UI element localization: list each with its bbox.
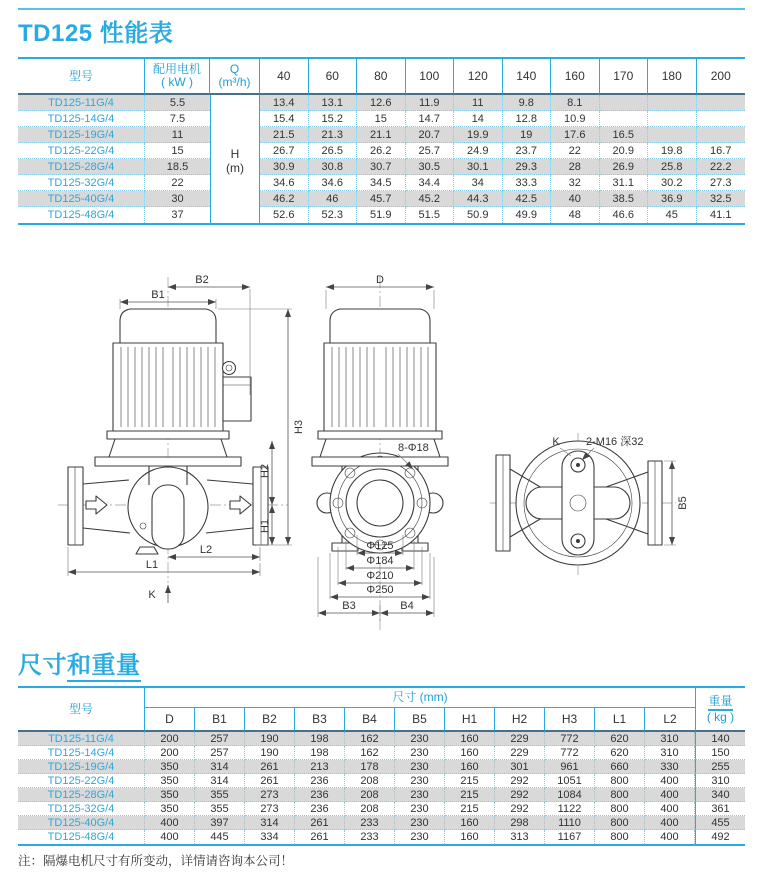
dim-cell: 200 [145,732,195,746]
dim-cell: 1122 [545,802,595,816]
dim-cell: 298 [495,816,545,830]
head-value-cell: 30.7 [357,159,406,175]
head-column-spacer [210,95,260,111]
dimension-header-cell: H3 [545,708,595,732]
dim-cell: 660 [595,760,645,774]
head-value-cell: 46 [309,191,358,207]
dim-cell: 1084 [545,788,595,802]
footnote: 注：隔爆电机尺寸有所变动，详情请咨询本公司！ [18,854,294,868]
model-cell: TD125-22G/4 [18,143,145,159]
head-value-cell: 31.1 [600,175,649,191]
dim-cell: 800 [595,788,645,802]
model-cell: TD125-32G/4 [18,175,145,191]
motor-kw-cell: 30 [145,191,210,207]
head-value-cell: 32 [551,175,600,191]
top-rule [18,8,745,10]
dim-cell: 800 [595,816,645,830]
dim-label-h1: H1 [259,518,271,534]
flow-header-cell: 160 [551,59,600,95]
head-value-cell: 30.5 [406,159,455,175]
dim-cell: 261 [295,830,345,844]
dimensions-table-title: 尺寸和重量 [18,645,141,680]
dimension-header-cell: B2 [245,708,295,732]
weight-cell: 455 [695,816,745,830]
dim-cell: 162 [345,746,395,760]
dim-cell: 292 [495,774,545,788]
dim-cell: 229 [495,732,545,746]
dim-cell: 160 [445,732,495,746]
head-value-cell: 36.9 [648,191,697,207]
flow-header-cell: 180 [648,59,697,95]
dim-label-b5: B5 [677,496,689,510]
dim-cell: 800 [595,830,645,844]
head-value-cell: 23.7 [503,143,552,159]
head-column-spacer [210,143,260,159]
head-value-cell [600,95,649,111]
model-cell: TD125-32G/4 [18,802,145,816]
head-value-cell: 29.3 [503,159,552,175]
head-value-cell [648,111,697,127]
head-value-cell: 41.1 [710,209,732,221]
dim-cell: 310 [645,732,695,746]
dim-cell: 314 [195,760,245,774]
motor-kw-cell: 7.5 [145,111,210,127]
dimension-header-cell: D [145,708,195,732]
dim-label-k-top: K [552,436,560,448]
head-value-cell: 19.9 [454,127,503,143]
weight-cell: 150 [695,746,745,760]
head-value-cell: 52.6 [260,207,309,223]
head-value-cell: 26.9 [600,159,649,175]
head-value-cell: 52.3 [309,207,358,223]
dim-label-l2: L2 [199,544,213,556]
top-view-drawing [490,433,689,575]
flow-header-cell: 120 [454,59,503,95]
dim-cell: 292 [495,802,545,816]
head-value-cell: 11 [454,95,503,111]
dim-cell: 215 [445,802,495,816]
head-column-spacer [210,191,260,207]
head-value-cell: 25.8 [648,159,697,175]
head-value-cell: 8.1 [551,95,600,111]
col-header-motor: 配用电机 ( kW ) [145,59,210,95]
head-column-spacer [210,111,260,127]
dim-cell: 230 [395,746,445,760]
dim-cell: 215 [445,788,495,802]
dim-cell: 350 [145,788,195,802]
col-header-weight: 重量 ( kg ) [695,688,745,732]
dim-cell: 230 [395,816,445,830]
head-unit-label: H (m) [226,147,244,175]
dim-label-d125: Φ125 [366,540,394,552]
dim-cell: 208 [345,774,395,788]
head-value-cell: 21.3 [309,127,358,143]
motor-kw-cell: 11 [145,127,210,143]
head-value-cell: 50.9 [454,207,503,223]
head-value-cell [648,127,697,143]
head-value-cell: 14.7 [406,111,455,127]
head-value-cell [697,127,746,143]
dim-cell: 236 [295,774,345,788]
dim-cell: 230 [395,760,445,774]
dim-cell: 314 [195,774,245,788]
head-value-cell: 24.9 [454,143,503,159]
head-value-cell: 17.6 [551,127,600,143]
head-value-cell: 34.6 [309,175,358,191]
dim-cell: 772 [545,746,595,760]
dim-cell: 230 [395,732,445,746]
head-value-cell: 26.5 [309,143,358,159]
flow-header-cell: 60 [309,59,358,95]
dim-cell: 236 [295,788,345,802]
head-value-cell: 19.8 [648,143,697,159]
model-cell: TD125-19G/4 [18,760,145,774]
head-value-cell: 22.2 [697,159,746,175]
dim-cell: 397 [195,816,245,830]
head-value-cell: 16.7 [697,143,746,159]
head-value-cell: 26.7 [260,143,309,159]
col-header-model: 型号 [18,59,145,95]
dim-cell: 1167 [545,830,595,844]
dim-label-h2: H2 [259,463,271,479]
motor-kw-cell: 5.5 [145,95,210,111]
dim-label-h3: H3 [293,419,305,435]
model-cell: TD125-22G/4 [18,774,145,788]
dim-cell: 208 [345,802,395,816]
dimension-header-cell: B4 [345,708,395,732]
performance-table-title: TD125 性能表 [18,20,174,47]
dim-cell: 800 [595,802,645,816]
head-value-cell: 51.9 [357,207,406,223]
dim-cell: 355 [195,788,245,802]
motor-kw-cell: 15 [145,143,210,159]
motor-kw-cell: 37 [171,209,184,221]
head-value-cell: 32.5 [697,191,746,207]
dimension-header-cell: H2 [495,708,545,732]
head-value-cell [697,111,746,127]
head-value-cell: 34 [454,175,503,191]
weight-cell: 340 [695,788,745,802]
head-value-cell [648,95,697,111]
dim-label-l1: L1 [145,559,159,571]
dim-cell: 200 [145,746,195,760]
dim-cell: 160 [445,816,495,830]
head-value-cell: 45 [648,207,697,223]
head-value-cell: 15.4 [260,111,309,127]
head-value-cell: 16.5 [600,127,649,143]
head-value-cell: 49.9 [503,207,552,223]
dim-cell: 162 [345,732,395,746]
dim-cell: 233 [345,830,395,844]
head-value-cell: 30.8 [309,159,358,175]
weight-cell: 310 [695,774,745,788]
head-value-cell: 20.7 [406,127,455,143]
head-value-cell: 28 [551,159,600,175]
head-value-cell: 12.6 [357,95,406,111]
dim-cell: 261 [245,774,295,788]
head-value-cell: 22 [551,143,600,159]
flow-header-cell: 80 [357,59,406,95]
flow-header-cell: 200 [697,59,746,95]
head-value-cell: 27.3 [697,175,746,191]
head-value-cell [600,111,649,127]
dim-cell: 772 [545,732,595,746]
dim-cell: 273 [245,788,295,802]
head-value-cell: 30.1 [454,159,503,175]
weight-cell: 361 [695,802,745,816]
head-column-spacer [210,175,260,191]
dim-cell: 178 [345,760,395,774]
weight-cell: 492 [695,830,745,844]
head-value-cell: 40 [551,191,600,207]
dim-label-b1: B1 [151,289,165,301]
model-cell: TD125-11G/4 [18,732,145,746]
dimension-header-cell: L1 [595,708,645,732]
head-value-cell: 38.5 [600,191,649,207]
dimension-header-cell: B1 [195,708,245,732]
flow-header-cell: 100 [406,59,455,95]
dim-cell: 198 [295,732,345,746]
dim-cell: 400 [645,802,695,816]
dim-cell: 620 [595,746,645,760]
col-header-model: 型号 [18,688,145,732]
dim-cell: 257 [195,732,245,746]
dim-cell: 800 [595,774,645,788]
head-value-cell: 10.9 [551,111,600,127]
dim-cell: 301 [495,760,545,774]
dimension-header-cell: B3 [295,708,345,732]
dim-cell: 213 [295,760,345,774]
dim-cell: 314 [245,816,295,830]
model-cell: TD125-19G/4 [18,127,145,143]
head-value-cell: 51.5 [406,207,455,223]
head-value-cell: 14 [454,111,503,127]
dim-cell: 313 [495,830,545,844]
model-cell: TD125-28G/4 [18,159,145,175]
dim-cell: 350 [145,760,195,774]
dim-cell: 350 [145,802,195,816]
head-value-cell [697,95,746,111]
dim-cell: 261 [295,816,345,830]
dim-cell: 230 [395,802,445,816]
head-value-cell: 21.5 [260,127,309,143]
head-value-cell: 12.8 [503,111,552,127]
dim-cell: 233 [345,816,395,830]
head-value-cell: 26.2 [357,143,406,159]
group-header-dimensions: 尺寸 (mm) [145,688,695,708]
motor-kw-cell: 22 [145,175,210,191]
performance-table [18,57,745,225]
dim-cell: 292 [495,788,545,802]
head-value-cell: 30.2 [648,175,697,191]
dim-cell: 215 [445,774,495,788]
dim-label-b4: B4 [400,600,414,612]
head-value-cell: 44.3 [454,191,503,207]
dimension-header-cell: B5 [395,708,445,732]
head-value-cell: 25.7 [406,143,455,159]
dim-cell: 160 [445,760,495,774]
head-value-cell: 48 [551,207,600,223]
flow-header-cell: 170 [600,59,649,95]
head-value-cell: 15 [357,111,406,127]
head-value-cell: 34.4 [406,175,455,191]
head-value-cell: 46.6 [600,207,649,223]
dim-cell: 230 [395,774,445,788]
model-cell: TD125-14G/4 [18,111,145,127]
dim-cell: 198 [295,746,345,760]
dim-label-d210: Φ210 [366,570,394,582]
dim-cell: 350 [145,774,195,788]
dim-cell: 400 [645,788,695,802]
dim-cell: 620 [595,732,645,746]
dim-cell: 1110 [545,816,595,830]
head-value-cell: 30.9 [260,159,309,175]
weight-cell: 140 [695,732,745,746]
weight-cell: 255 [695,760,745,774]
col-header-flow: Q (m³/h) [210,59,260,95]
dim-label-d: D [376,274,384,286]
head-value-cell: 45.2 [406,191,455,207]
dim-cell: 400 [145,816,195,830]
dim-cell: 961 [545,760,595,774]
dim-label-b3: B3 [342,600,356,612]
dim-cell: 400 [145,830,195,844]
head-value-cell: 33.3 [503,175,552,191]
dim-cell: 190 [245,746,295,760]
dim-cell: 261 [245,760,295,774]
dim-cell: 236 [295,802,345,816]
dim-cell: 445 [195,830,245,844]
head-column-spacer [210,127,260,143]
dim-label-k-left: K [148,589,156,601]
head-value-cell: 11.9 [406,95,455,111]
dim-cell: 1051 [545,774,595,788]
head-value-cell: 13.4 [260,95,309,111]
head-column-spacer [210,207,260,223]
dim-cell: 330 [645,760,695,774]
head-value-cell: 20.9 [600,143,649,159]
dim-cell: 257 [195,746,245,760]
dim-cell: 273 [245,802,295,816]
dim-cell: 230 [395,830,445,844]
front-view-drawing [312,274,448,630]
model-cell: TD125-40G/4 [18,191,145,207]
head-column-spacer [210,159,260,175]
dim-cell: 400 [645,774,695,788]
dimension-header-cell: L2 [645,708,695,732]
bolt-holes-note: 8-Φ18 [398,442,429,454]
dim-cell: 355 [195,802,245,816]
side-view-drawing [58,274,305,603]
model-cell: TD125-28G/4 [18,788,145,802]
motor-kw-cell: 18.5 [145,159,210,175]
flow-header-cell: 140 [503,59,552,95]
head-value-cell: 42.5 [503,191,552,207]
tap-note: 2-M16 深32 [586,436,644,448]
head-value-cell: 9.8 [503,95,552,111]
head-value-cell: 34.6 [260,175,309,191]
model-cell: TD125-48G/4 [18,830,145,844]
dim-cell: 160 [445,746,495,760]
head-value-cell: 21.1 [357,127,406,143]
head-value-cell: 34.5 [357,175,406,191]
flow-header-cell: 40 [260,59,309,95]
head-value-cell: 46.2 [260,191,309,207]
dim-cell: 190 [245,732,295,746]
dim-cell: 160 [445,830,495,844]
dimension-header-cell: H1 [445,708,495,732]
dimensions-table [18,686,745,846]
dim-cell: 400 [645,830,695,844]
dim-cell: 208 [345,788,395,802]
model-cell: TD125-11G/4 [18,95,145,111]
head-value-cell: 45.7 [357,191,406,207]
dim-label-b2: B2 [195,274,209,286]
dim-cell: 400 [645,816,695,830]
dim-cell: 334 [245,830,295,844]
head-value-cell: 19 [503,127,552,143]
dim-label-d250: Φ250 [366,584,394,596]
dim-cell: 310 [645,746,695,760]
model-cell: TD125-14G/4 [18,746,145,760]
model-cell: TD125-48G/4 [18,207,145,223]
dim-cell: 229 [495,746,545,760]
dim-label-d184: Φ184 [366,555,394,567]
dim-cell: 230 [395,788,445,802]
technical-drawings [0,235,763,640]
model-cell: TD125-40G/4 [18,816,145,830]
head-value-cell: 13.1 [309,95,358,111]
head-value-cell: 15.2 [309,111,358,127]
